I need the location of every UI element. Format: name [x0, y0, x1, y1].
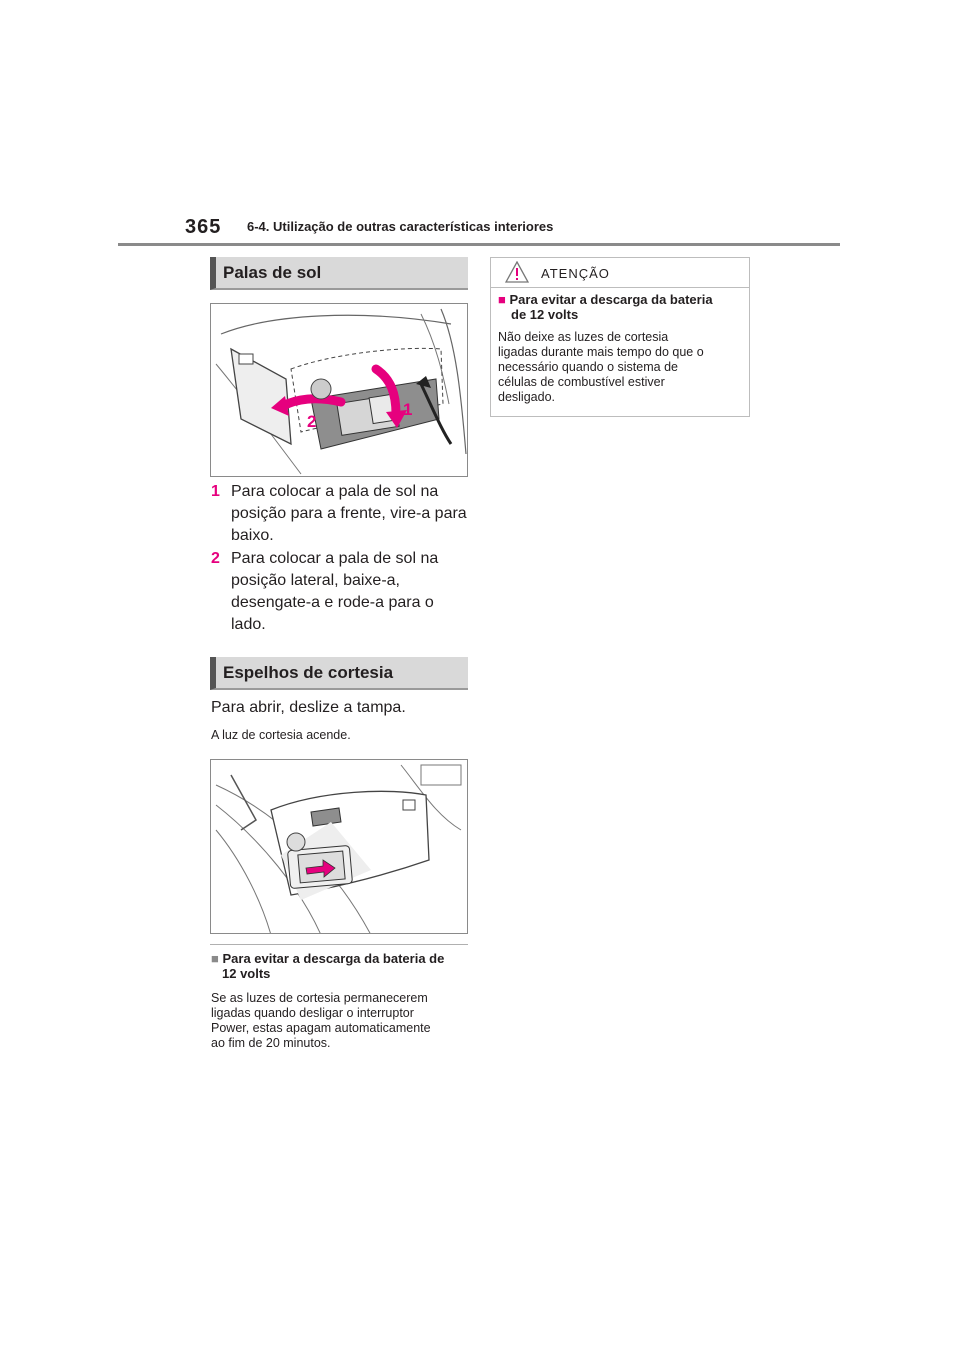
battery-note-line: ligadas quando desligar o interruptor	[211, 1006, 414, 1020]
step-1	[211, 481, 471, 547]
caution-line: Não deixe as luzes de cortesia	[498, 330, 669, 344]
header-rule	[118, 243, 840, 246]
caution-line: necessário quando o sistema de	[498, 360, 678, 374]
mirror-note: A luz de cortesia acende.	[211, 728, 351, 742]
caution-box	[490, 257, 750, 417]
step-text: Para colocar a pala de sol na posição para a frente, vire-a para baixo.	[231, 483, 467, 544]
mirror-instruction: Para abrir, deslize a tampa.	[211, 699, 406, 716]
caution-line: ligadas durante mais tempo do que o	[498, 345, 704, 359]
caution-subtitle-line2: de 12 volts	[511, 307, 579, 322]
section-heading-sun-visors	[210, 257, 468, 290]
battery-note-line: ao fim de 20 minutos.	[211, 1036, 331, 1050]
section-heading-text: Palas de sol	[223, 263, 322, 282]
sun-visor-illustration	[210, 303, 468, 477]
step-number: 2	[211, 550, 220, 567]
caution-body	[498, 330, 748, 405]
caution-header	[491, 258, 749, 288]
battery-note-line: Se as luzes de cortesia permanecerem	[211, 991, 428, 1005]
battery-note-line: Power, estas apagam automaticamente	[211, 1021, 431, 1035]
warning-triangle-icon	[505, 261, 529, 283]
callout-1: 1	[403, 400, 413, 419]
page-number: 365	[185, 216, 222, 238]
battery-note-title-line2: 12 volts	[222, 966, 271, 981]
callout-2: 2	[307, 412, 317, 431]
caution-subtitle	[498, 292, 713, 322]
section-heading-text: Espelhos de cortesia	[223, 663, 394, 682]
square-bullet-icon: ■	[498, 292, 506, 307]
vanity-mirror-drawing	[211, 760, 468, 934]
caution-title: ATENÇÃO	[541, 266, 610, 281]
battery-note-title	[211, 951, 471, 981]
square-bullet-icon: ■	[211, 951, 219, 966]
battery-note-body	[211, 991, 476, 1051]
caution-subtitle-line1: Para evitar a descarga da bateria	[509, 292, 713, 307]
running-header: 6-4. Utilização de outras características interiores	[247, 219, 554, 234]
step-number: 1	[211, 483, 220, 500]
caution-line: células de combustível estiver	[498, 375, 665, 389]
sun-visor-drawing	[211, 304, 468, 477]
note-divider	[210, 944, 468, 945]
vanity-mirror-illustration	[210, 759, 468, 934]
step-2	[211, 548, 471, 636]
battery-note-title-line1: Para evitar a descarga da bateria de	[222, 951, 445, 966]
step-text: Para colocar a pala de sol na posição lateral, baixe-a, desengate-a e rode-a para o lado.	[231, 550, 439, 633]
section-heading-vanity-mirrors	[210, 657, 468, 690]
caution-line: desligado.	[498, 390, 555, 404]
